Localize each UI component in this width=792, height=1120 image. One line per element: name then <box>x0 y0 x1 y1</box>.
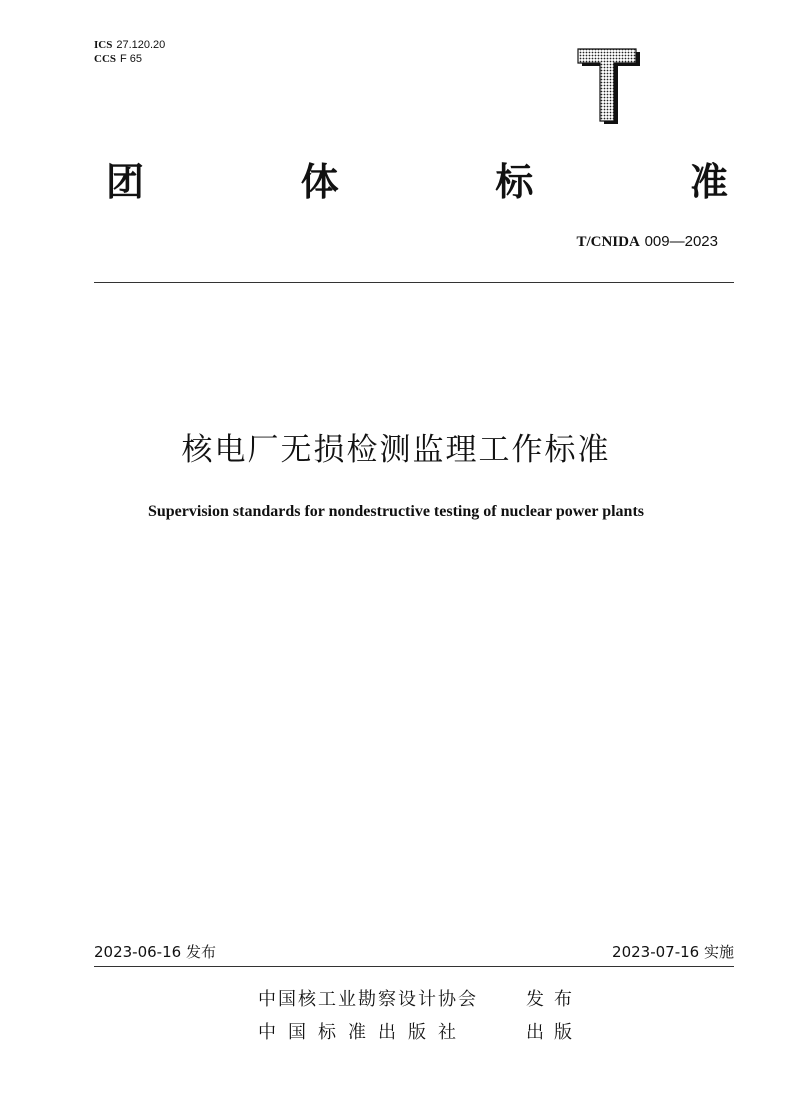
bottom-divider <box>94 966 734 967</box>
ccs-label: CCS <box>94 53 117 65</box>
standard-type-char: 准 <box>689 160 728 204</box>
ccs-code <box>94 52 165 66</box>
classification-codes <box>94 38 165 66</box>
publisher-action: 发布 <box>526 989 582 1010</box>
printer-action: 出版 <box>526 1022 582 1043</box>
standard-number-prefix: T/CNIDA <box>576 234 640 250</box>
issue-date: 2023-06-16 发布 <box>94 943 216 961</box>
effective-date: 2023-07-16 实施 <box>612 943 734 961</box>
standard-type-char: 标 <box>495 160 534 204</box>
standard-type-t-logo-icon <box>576 48 642 126</box>
ics-value: 27.120.20 <box>116 39 166 51</box>
top-divider <box>94 282 734 283</box>
title-chinese: 核电厂无损检测监理工作标准 <box>181 432 611 468</box>
ics-code <box>94 38 165 52</box>
standard-type-char: 团 <box>106 160 145 204</box>
ccs-value: F 65 <box>120 53 143 65</box>
standard-number <box>576 232 718 251</box>
standard-type-char: 体 <box>300 160 339 204</box>
t-logo-face <box>578 49 636 121</box>
standard-type-heading <box>106 156 728 208</box>
t-logo-svg <box>576 48 642 126</box>
title-english: Supervision standards for nondestructive testing of nuclear power plants <box>147 503 645 520</box>
standard-number-value: 009—2023 <box>644 233 718 250</box>
publisher-name: 中国核工业勘察设计协会 <box>258 989 478 1010</box>
ics-label: ICS <box>94 39 113 51</box>
printer-name: 中国标准出版社 <box>258 1022 468 1043</box>
